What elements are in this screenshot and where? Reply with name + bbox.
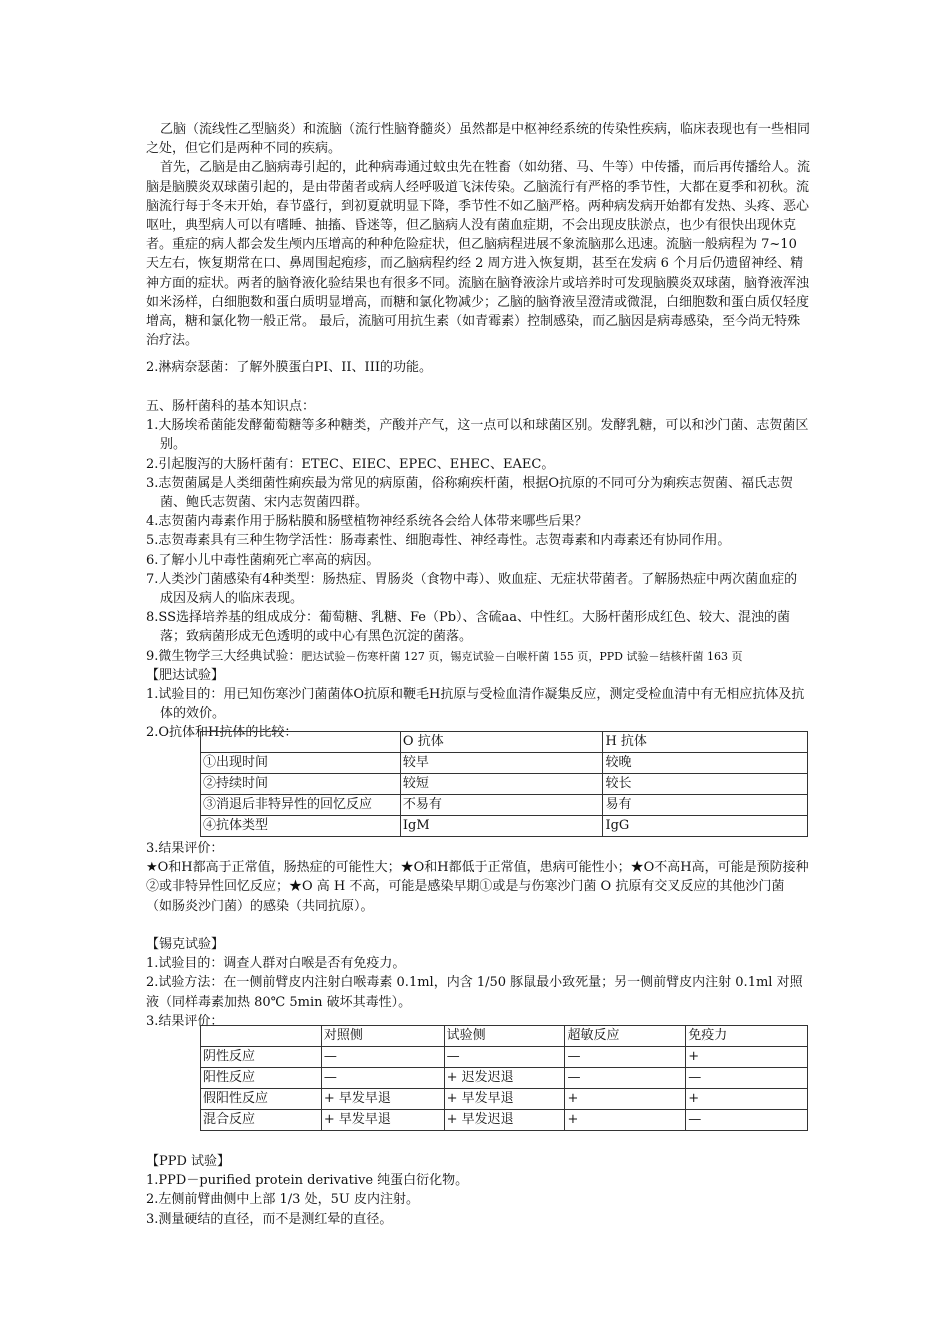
table-cell: + bbox=[565, 1089, 686, 1110]
ppd-item: 3.测量硬结的直径，而不是测红晕的直径。 bbox=[146, 1211, 393, 1227]
table-cell: — bbox=[686, 1110, 808, 1131]
table-row bbox=[201, 816, 808, 837]
table-cell: 较晚 bbox=[603, 753, 808, 774]
section-enterobacteriaceae bbox=[146, 397, 810, 743]
section5-item: 5.志贺毒素具有三种生物学活性：肠毒素性、细胞毒性、神经毒性。志贺毒素和内毒素还有协同作用。 bbox=[146, 533, 731, 549]
widal-purpose: 1.试验目的：用已知伤寒沙门菌菌体O抗原和鞭毛H抗原与受检血清作凝集反应，测定受检血清中有无相应抗体及抗体的效价。 bbox=[146, 687, 805, 722]
section5-item-9 bbox=[146, 647, 810, 666]
table-cell: H 抗体 bbox=[603, 732, 808, 753]
table-cell: 对照侧 bbox=[321, 1026, 444, 1047]
section5-title: 五、肠杆菌科的基本知识点： bbox=[146, 399, 316, 414]
schick-purpose: 1.试验目的：调查人群对白喉是否有免疫力。 bbox=[146, 956, 406, 972]
table-cell: 超敏反应 bbox=[565, 1026, 686, 1047]
intro-paragraph-1: 乙脑（流线性乙型脑炎）和流脑（流行性脑脊髓炎）虽然都是中枢神经系统的传染性疾病，临床表现也有一些相同之处，但它们是两种不同的疾病。 bbox=[146, 122, 811, 157]
item9-prefix: 9.微生物学三大经典试验： bbox=[146, 648, 302, 664]
table-header-row bbox=[201, 732, 808, 753]
table-cell: + 早发早退 bbox=[321, 1089, 444, 1110]
section5-item: 1.大肠埃希菌能发酵葡萄糖等多种糖类，产酸并产气，这一点可以和球菌区别。发酵乳糖，可以和沙门菌、志贺菌区别。 bbox=[146, 418, 809, 453]
widal-title: 【肥达试验】 bbox=[146, 667, 225, 683]
table-cell: 假阳性反应 bbox=[201, 1089, 322, 1110]
table-cell: — bbox=[321, 1047, 444, 1068]
section5-item: 4.志贺菌内毒素作用于肠粘膜和肠壁植物神经系统各会给人体带来哪些后果？ bbox=[146, 514, 588, 530]
table-cell: ①出现时间 bbox=[201, 753, 401, 774]
table-row bbox=[201, 1089, 808, 1110]
schick-method: 2.试验方法：在一侧前臂皮内注射白喉毒素 0.1ml，内含 1/50 豚鼠最小致死量；另一侧前臂皮内注射 0.1ml 对照液（同样毒素加热 80℃ 5min 破坏其毒性）。 bbox=[146, 975, 803, 1010]
table-cell: 阳性反应 bbox=[201, 1068, 322, 1089]
table-cell: — bbox=[321, 1068, 444, 1089]
table-row bbox=[201, 753, 808, 774]
table-cell: ④抗体类型 bbox=[201, 816, 401, 837]
widal-compare-title: 2.O抗体和H抗体的比较： bbox=[146, 725, 298, 741]
table-cell: 阴性反应 bbox=[201, 1047, 322, 1068]
table-cell: + 早发早退 bbox=[444, 1089, 565, 1110]
table-cell: 较短 bbox=[400, 774, 603, 795]
schick-section bbox=[146, 935, 810, 1031]
schick-result-table bbox=[200, 1025, 808, 1131]
table-cell: 较长 bbox=[603, 774, 808, 795]
widal-eval-title: 3.结果评价： bbox=[146, 841, 224, 856]
table-cell: + 迟发迟退 bbox=[444, 1068, 565, 1089]
table-cell: + bbox=[686, 1047, 808, 1068]
section5-item: 8.SS选择培养基的组成成分：葡萄糖、乳糖、Fe（Pb）、含硫aa、中性红。大肠杆菌形成红色、较大、混浊的菌落；致病菌形成无色透明的或中心有黑色沉淀的菌落。 bbox=[146, 610, 791, 645]
table-header-row bbox=[201, 1026, 808, 1047]
table-row bbox=[201, 1068, 808, 1089]
item9-detail: 肥达试验－伤寒杆菌 127 页，锡克试验－白喉杆菌 155 页，PPD 试验－结核杆菌 163 页 bbox=[301, 649, 743, 663]
table-cell: 混合反应 bbox=[201, 1110, 322, 1131]
widal-evaluation bbox=[146, 839, 810, 916]
schick-title: 【锡克试验】 bbox=[146, 937, 225, 952]
table-cell: ②持续时间 bbox=[201, 774, 401, 795]
table-cell: 免疫力 bbox=[686, 1026, 808, 1047]
table-cell: + 早发迟退 bbox=[444, 1110, 565, 1131]
table-cell: O 抗体 bbox=[400, 732, 603, 753]
table-cell: 试验侧 bbox=[444, 1026, 565, 1047]
table-row bbox=[201, 795, 808, 816]
section5-item: 6.了解小儿中毒性菌痢死亡率高的病因。 bbox=[146, 552, 380, 568]
table-cell: + bbox=[686, 1089, 808, 1110]
table-cell: IgG bbox=[603, 816, 808, 837]
table-cell: — bbox=[565, 1068, 686, 1089]
table-cell: — bbox=[565, 1047, 686, 1068]
section5-item: 7.人类沙门菌感染有4种类型：肠热症、胃肠炎（食物中毒）、败血症、无症状带菌者。了解肠热症中两次菌血症的成因及病人的临床表现。 bbox=[146, 571, 798, 607]
table-cell: 不易有 bbox=[400, 795, 603, 816]
ppd-title: 【PPD 试验】 bbox=[146, 1154, 231, 1169]
gonococcus-line bbox=[146, 358, 810, 377]
table-row bbox=[201, 1110, 808, 1131]
table-cell: ③消退后非特异性的回忆反应 bbox=[201, 795, 401, 816]
table-cell bbox=[201, 732, 401, 753]
table-cell: — bbox=[686, 1068, 808, 1089]
ppd-section bbox=[146, 1152, 810, 1229]
intro-paragraph-2: 首先，乙脑是由乙脑病毒引起的，此种病毒通过蚊虫先在牲畜（如幼猪、马、牛等）中传播，而后再传播给人。流脑是脑膜炎双球菌引起的，是由带菌者或病人经呼吸道飞沫传染。乙脑流行有严格的季节性，大都在夏季和初秋。流脑流行每于冬末开始，春节盛行，到初夏就明显下降，季节性不如乙脑严格。两种病发病开始都有发热、头疼、恶心呕吐，典型病人可以有嗜睡、抽搐、昏迷等，但乙脑病人没有菌血症期，不会出现皮肤淤点，也少有很快出现休克者。重症的病人都会发生颅内压增高的种种危险症状，但乙脑病程进展不象流脑那么迅速。流脑一般病程为 7~10 天左右，恢复期常在口、鼻周围起疱疹，而乙脑病程约经 2 周方进入恢复期，甚至在发病 6 个月后仍遗留神经、精神方面的症状。两者的脑脊液化验结果也有很多不同。流脑在脑脊液涂片或培养时可发现脑膜炎双球菌，脑脊液浑浊如米汤样，白细胞数和蛋白质明显增高，而糖和氯化物减少；乙脑的脑脊液呈澄清或微混，白细胞数和蛋白质仅轻度增高，糖和氯化物一般正常。 最后，流脑可用抗生素（如青霉素）控制感染，而乙脑因是病毒感染，至今尚无特殊治疗法。 bbox=[146, 160, 811, 349]
table-row bbox=[201, 1047, 808, 1068]
table-cell: 易有 bbox=[603, 795, 808, 816]
widal-antibody-table bbox=[200, 731, 808, 837]
section5-item: 3.志贺菌属是人类细菌性痢疾最为常见的病原菌，俗称痢疾杆菌，根据O抗原的不同可分为痢疾志贺菌、福氏志贺菌、鲍氏志贺菌、宋内志贺菌四群。 bbox=[146, 475, 794, 511]
ppd-item: 1.PPD－purified protein derivative 纯蛋白衍化物。 bbox=[146, 1173, 469, 1189]
widal-eval-text: ★O和H都高于正常值，肠热症的可能性大；★O和H都低于正常值，患病可能性小；★O不高H高，可能是预防接种②或非特异性回忆反应；★O 高 H 不高，可能是感染早期①或是与伤寒沙门菌 O 抗原有交叉反应的其他沙门菌（如肠炎沙门菌）的感染（共同抗原）。 bbox=[146, 860, 809, 914]
table-cell: 较早 bbox=[400, 753, 603, 774]
section5-item: 2.引起腹泻的大肠杆菌有：ETEC、EIEC、EPEC、EHEC、EAEC。 bbox=[146, 456, 555, 472]
table-cell: + bbox=[565, 1110, 686, 1131]
gonococcus-text: 2.淋病奈瑟菌：了解外膜蛋白PI、II、III的功能。 bbox=[146, 360, 432, 375]
intro-section bbox=[146, 120, 810, 350]
table-row bbox=[201, 774, 808, 795]
table-cell: + 早发早退 bbox=[321, 1110, 444, 1131]
table-cell bbox=[201, 1026, 322, 1047]
table-cell: — bbox=[444, 1047, 565, 1068]
table-cell: IgM bbox=[400, 816, 603, 837]
ppd-item: 2.左侧前臂曲侧中上部 1/3 处，5U 皮内注射。 bbox=[146, 1192, 419, 1208]
schick-eval-title: 3.结果评价： bbox=[146, 1013, 224, 1029]
